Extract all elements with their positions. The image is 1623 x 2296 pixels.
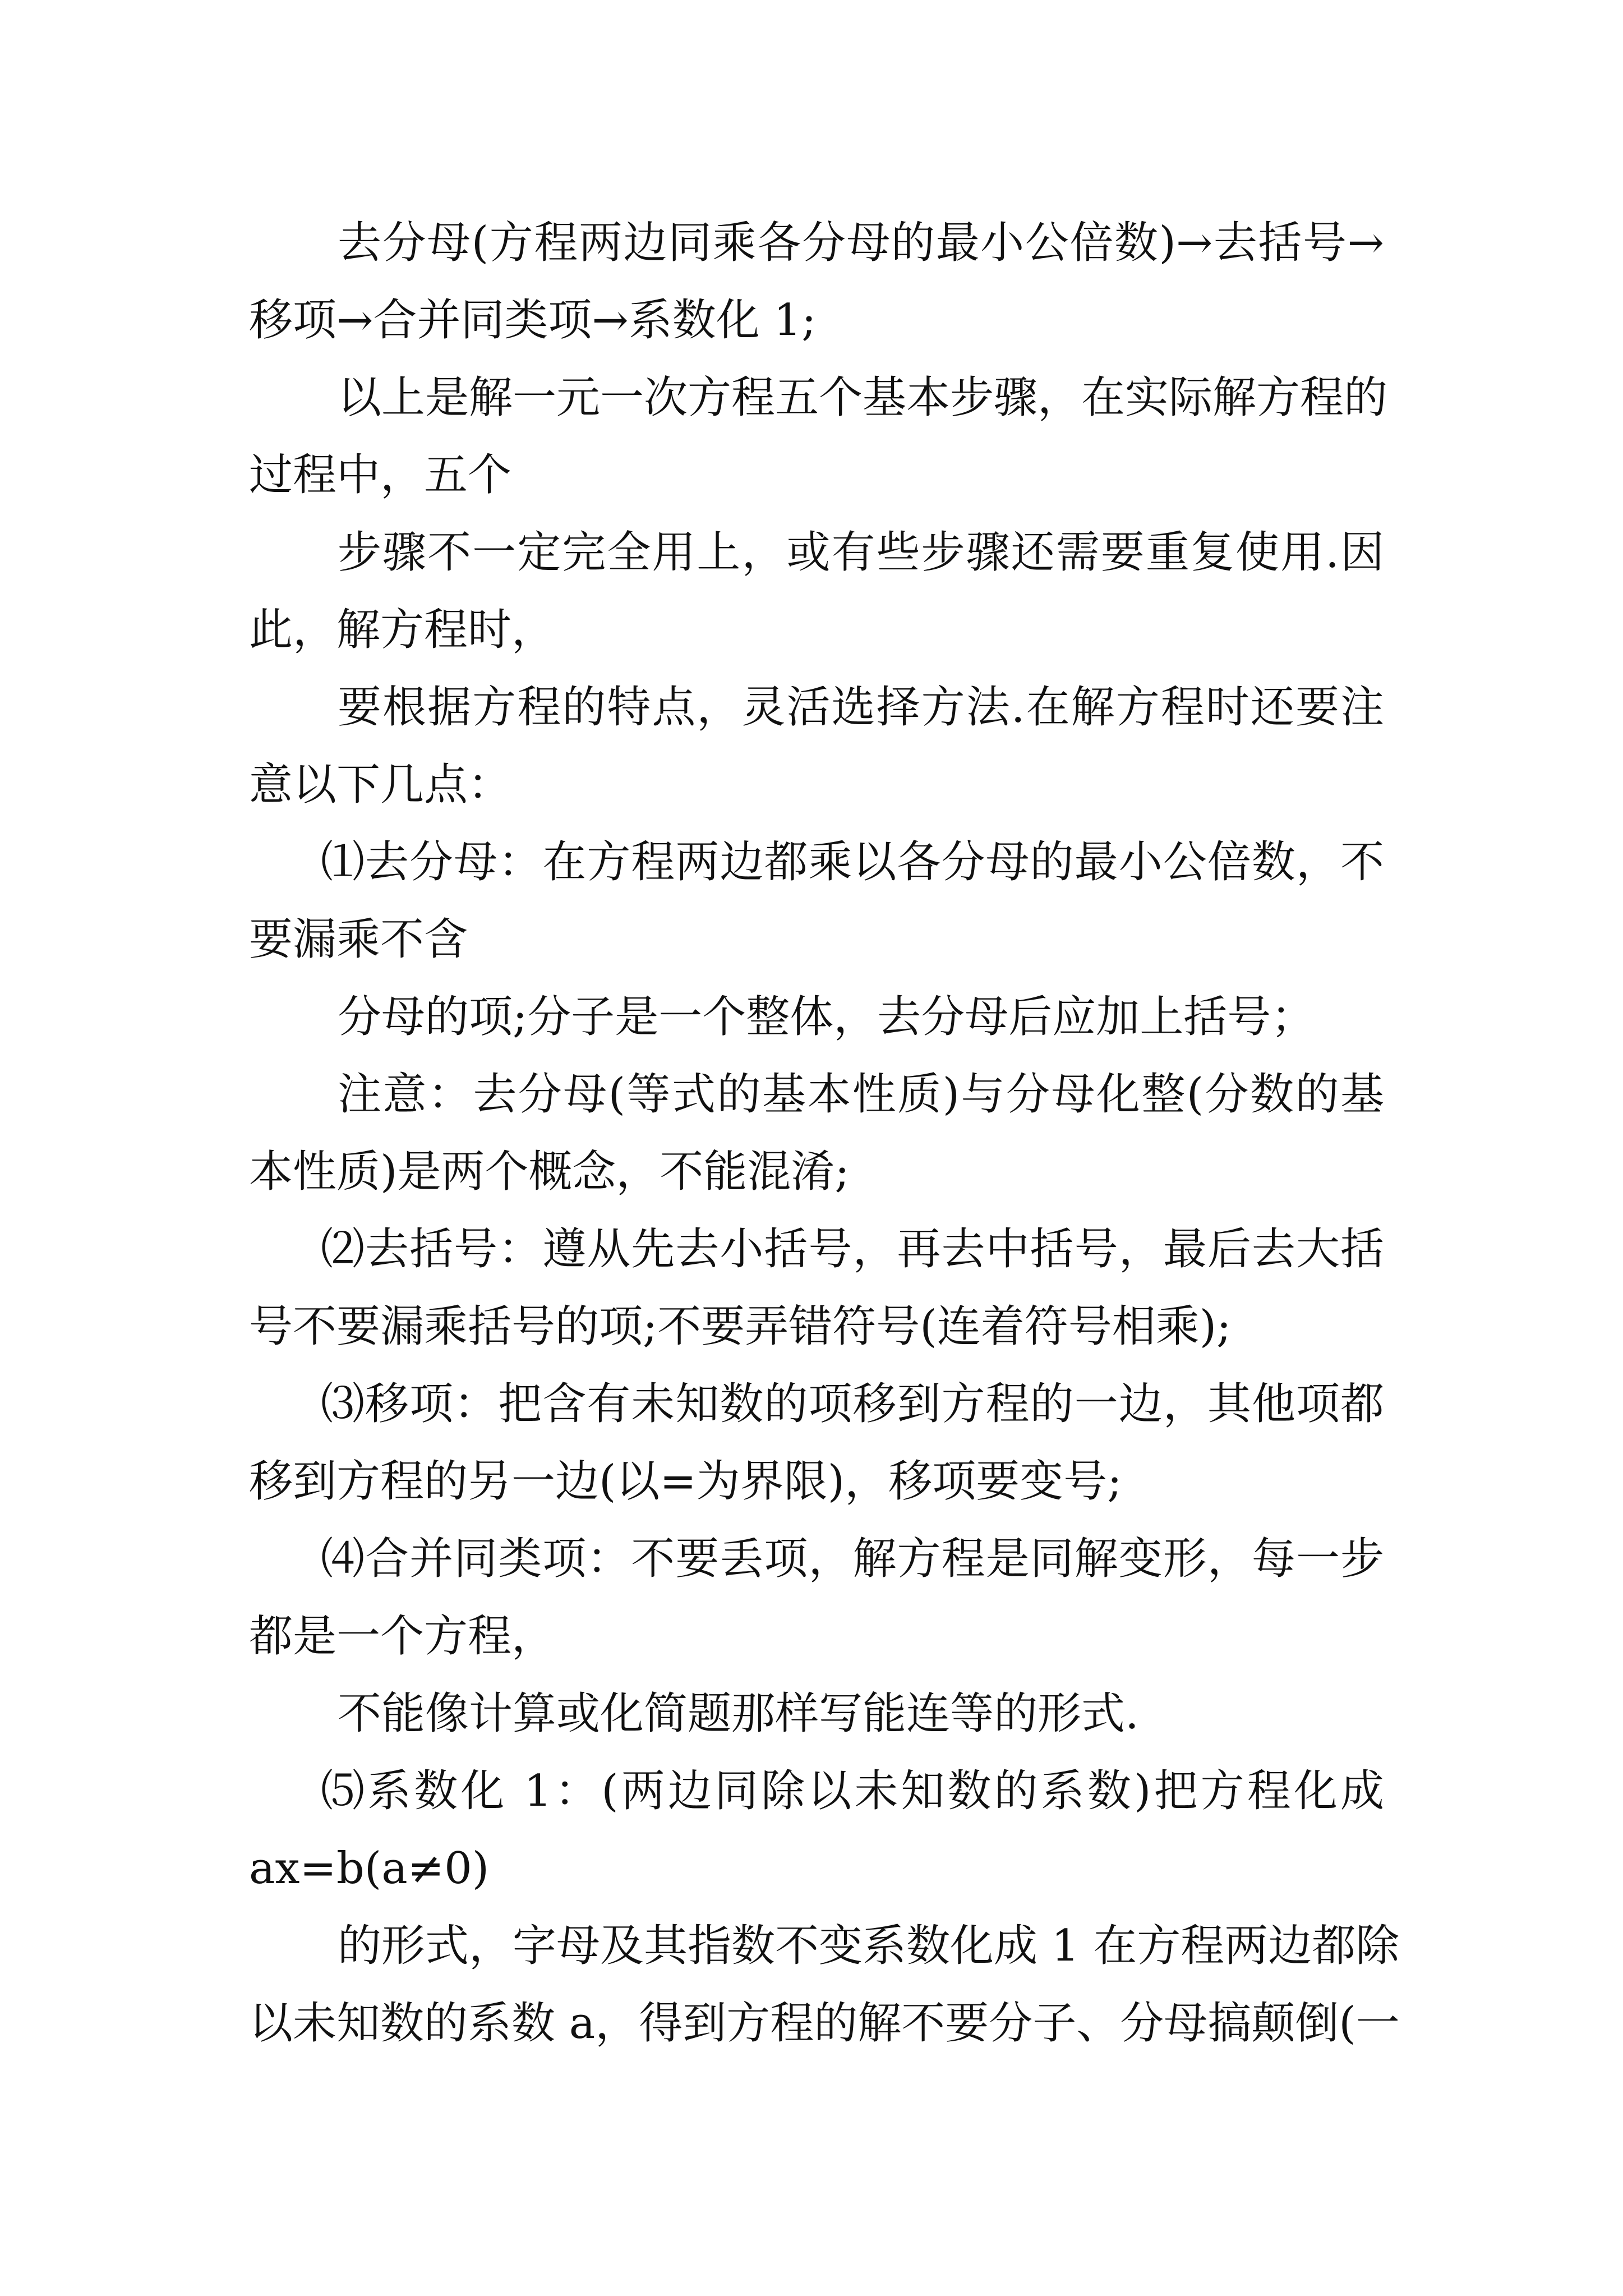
- numbered-item-line: ⑸系数化 1：(两边同除以未知数的系数)把方程化成: [321, 1766, 1384, 1816]
- note-line: 注意：去分母(等式的基本性质)与分母化整(分数的基: [338, 1069, 1384, 1120]
- paragraph-line: 去分母(方程两边同乘各分母的最小公倍数)→去括号→: [338, 218, 1384, 268]
- numbered-item-line: ⑵去括号：遵从先去小括号，再去中括号，最后去大括: [321, 1224, 1384, 1274]
- paragraph-line: 分母的项;分子是一个整体，去分母后应加上括号；: [338, 992, 1315, 1042]
- paragraph-line: 过程中，五个: [249, 450, 512, 500]
- paragraph-line: 要根据方程的特点，灵活选择方法.在解方程时还要注: [338, 682, 1384, 733]
- paragraph-line: 要漏乘不含: [249, 914, 468, 965]
- paragraph-line: 意以下几点：: [249, 760, 512, 810]
- paragraph-line: 移项→合并同类项→系数化 1;: [249, 295, 817, 346]
- paragraph-line: 步骤不一定完全用上，或有些步骤还需要重复使用.因: [338, 527, 1384, 578]
- paragraph-line: 号不要漏乘括号的项;不要弄错符号(连着符号相乘);: [249, 1301, 1232, 1352]
- paragraph-line: 以未知数的系数 a，得到方程的解不要分子、分母搞颠倒(一: [249, 1998, 1400, 2049]
- numbered-item-line: ⑶移项：把含有未知数的项移到方程的一边，其他项都: [321, 1379, 1384, 1429]
- paragraph-line: 都是一个方程，: [249, 1611, 556, 1662]
- paragraph-line: 不能像计算或化简题那样写能连等的形式.: [338, 1688, 1139, 1739]
- numbered-item-line: ⑴去分母：在方程两边都乘以各分母的最小公倍数，不: [321, 837, 1384, 887]
- paragraph-line: 本性质)是两个概念，不能混淆;: [249, 1147, 850, 1197]
- paragraph-line: 此，解方程时，: [249, 605, 556, 655]
- paragraph-line: 移到方程的另一边(以=为界限)，移项要变号;: [249, 1456, 1122, 1507]
- document-body: [249, 204, 1400, 2062]
- paragraph-line: 的形式，字母及其指数不变系数化成 1 在方程两边都除: [338, 1921, 1400, 1971]
- formula-line: ax=b(a≠0): [249, 1843, 490, 1894]
- numbered-item-line: ⑷合并同类项：不要丢项，解方程是同解变形，每一步: [321, 1534, 1384, 1584]
- paragraph-line: 以上是解一元一次方程五个基本步骤，在实际解方程的: [338, 372, 1388, 423]
